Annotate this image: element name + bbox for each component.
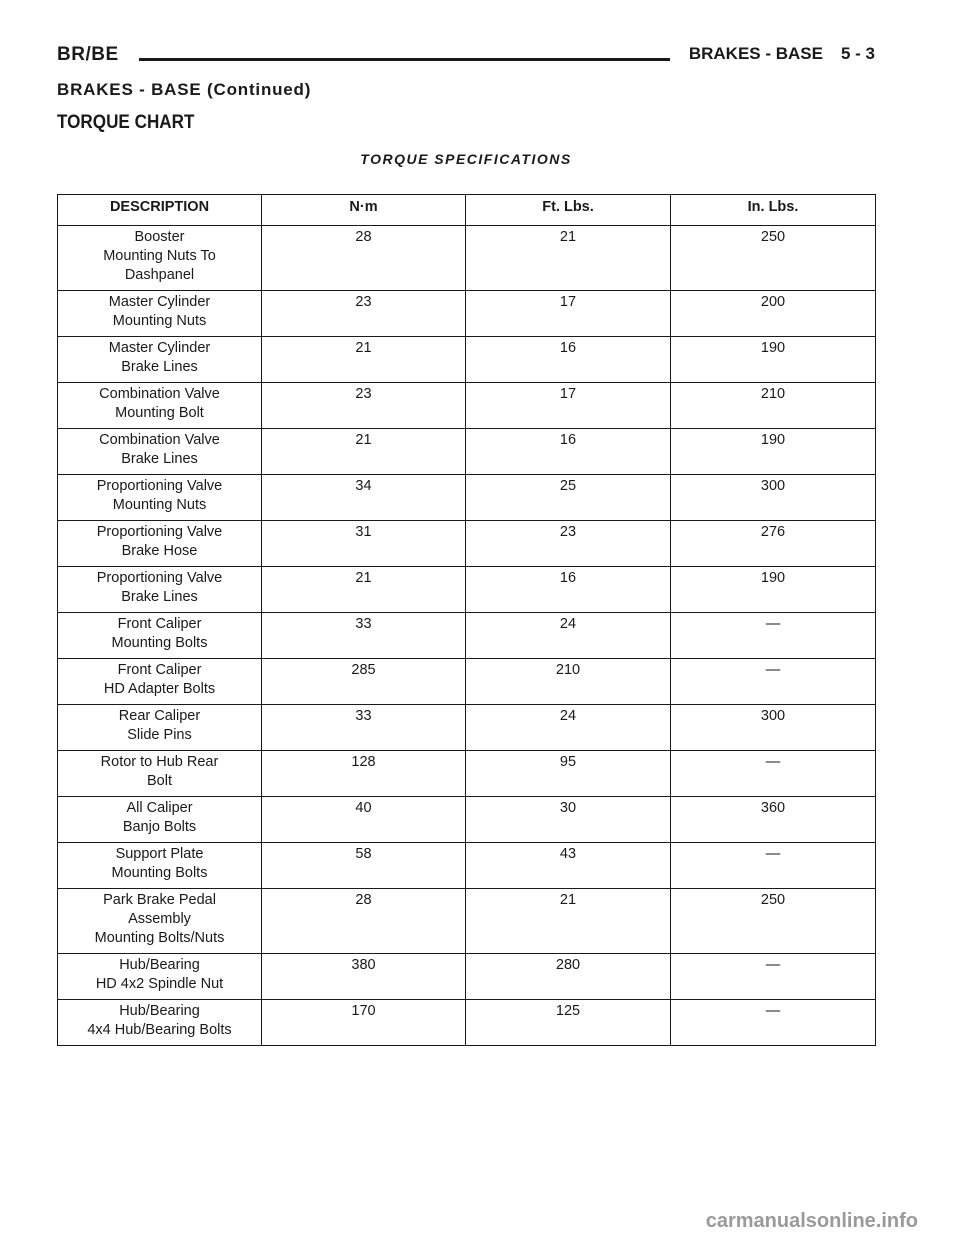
table-row bbox=[58, 889, 876, 954]
row-description: Proportioning Valve Brake Lines bbox=[58, 567, 262, 613]
row-in-lbs: 210 bbox=[671, 383, 876, 429]
row-nm: 40 bbox=[262, 797, 466, 843]
table-row bbox=[58, 1000, 876, 1046]
table-row bbox=[58, 843, 876, 889]
header-right bbox=[689, 44, 875, 64]
row-ft-lbs: 21 bbox=[466, 889, 671, 954]
row-in-lbs: 190 bbox=[671, 337, 876, 383]
row-nm: 21 bbox=[262, 429, 466, 475]
row-nm: 170 bbox=[262, 1000, 466, 1046]
row-ft-lbs: 30 bbox=[466, 797, 671, 843]
header-rule bbox=[139, 58, 670, 61]
row-description: Master Cylinder Mounting Nuts bbox=[58, 291, 262, 337]
row-nm: 34 bbox=[262, 475, 466, 521]
row-ft-lbs: 24 bbox=[466, 613, 671, 659]
row-ft-lbs: 16 bbox=[466, 337, 671, 383]
row-ft-lbs: 25 bbox=[466, 475, 671, 521]
row-ft-lbs: 16 bbox=[466, 567, 671, 613]
row-in-lbs: 190 bbox=[671, 429, 876, 475]
row-description: Hub/Bearing 4x4 Hub/Bearing Bolts bbox=[58, 1000, 262, 1046]
row-nm: 21 bbox=[262, 567, 466, 613]
section-title: TORQUE CHART bbox=[57, 112, 195, 133]
row-description: Rear Caliper Slide Pins bbox=[58, 705, 262, 751]
header-ft-lbs: Ft. Lbs. bbox=[466, 195, 671, 226]
row-ft-lbs: 210 bbox=[466, 659, 671, 705]
row-description: All Caliper Banjo Bolts bbox=[58, 797, 262, 843]
row-ft-lbs: 17 bbox=[466, 291, 671, 337]
row-description: Proportioning Valve Brake Hose bbox=[58, 521, 262, 567]
row-ft-lbs: 21 bbox=[466, 226, 671, 291]
table-row bbox=[58, 705, 876, 751]
row-in-lbs: 250 bbox=[671, 889, 876, 954]
table-row bbox=[58, 659, 876, 705]
row-in-lbs: 200 bbox=[671, 291, 876, 337]
row-nm: 31 bbox=[262, 521, 466, 567]
row-ft-lbs: 16 bbox=[466, 429, 671, 475]
row-nm: 28 bbox=[262, 889, 466, 954]
row-in-lbs: — bbox=[671, 613, 876, 659]
watermark: carmanualsonline.info bbox=[705, 1210, 918, 1232]
row-nm: 128 bbox=[262, 751, 466, 797]
row-ft-lbs: 43 bbox=[466, 843, 671, 889]
torque-table bbox=[57, 194, 876, 1046]
page-number: 5 - 3 bbox=[840, 44, 875, 63]
row-in-lbs: — bbox=[671, 659, 876, 705]
table-row bbox=[58, 521, 876, 567]
table-row bbox=[58, 429, 876, 475]
row-in-lbs: — bbox=[671, 1000, 876, 1046]
row-description: Master Cylinder Brake Lines bbox=[58, 337, 262, 383]
table-caption: TORQUE SPECIFICATIONS bbox=[360, 151, 572, 167]
table-row bbox=[58, 954, 876, 1000]
table-header-row bbox=[58, 195, 876, 226]
row-ft-lbs: 17 bbox=[466, 383, 671, 429]
row-description: Combination Valve Mounting Bolt bbox=[58, 383, 262, 429]
row-nm: 58 bbox=[262, 843, 466, 889]
model-code: BR/BE bbox=[57, 44, 119, 65]
row-in-lbs: 190 bbox=[671, 567, 876, 613]
table-row bbox=[58, 751, 876, 797]
row-description: Hub/Bearing HD 4x2 Spindle Nut bbox=[58, 954, 262, 1000]
row-nm: 380 bbox=[262, 954, 466, 1000]
row-description: Rotor to Hub Rear Bolt bbox=[58, 751, 262, 797]
row-nm: 28 bbox=[262, 226, 466, 291]
table-row bbox=[58, 291, 876, 337]
table-row bbox=[58, 475, 876, 521]
chapter-title: BRAKES - BASE bbox=[688, 44, 823, 63]
row-in-lbs: 300 bbox=[671, 475, 876, 521]
row-description: Proportioning Valve Mounting Nuts bbox=[58, 475, 262, 521]
page-header bbox=[57, 44, 875, 72]
table-row bbox=[58, 383, 876, 429]
table-row bbox=[58, 567, 876, 613]
row-nm: 33 bbox=[262, 705, 466, 751]
row-ft-lbs: 95 bbox=[466, 751, 671, 797]
row-description: Front Caliper Mounting Bolts bbox=[58, 613, 262, 659]
table-row bbox=[58, 226, 876, 291]
row-in-lbs: 276 bbox=[671, 521, 876, 567]
continued-title: BRAKES - BASE (Continued) bbox=[57, 80, 312, 99]
row-in-lbs: 300 bbox=[671, 705, 876, 751]
row-nm: 21 bbox=[262, 337, 466, 383]
row-in-lbs: — bbox=[671, 954, 876, 1000]
header-description: DESCRIPTION bbox=[58, 195, 262, 226]
row-description: Park Brake Pedal Assembly Mounting Bolts/Nuts bbox=[58, 889, 262, 954]
table-row bbox=[58, 797, 876, 843]
row-in-lbs: 250 bbox=[671, 226, 876, 291]
row-description: Front Caliper HD Adapter Bolts bbox=[58, 659, 262, 705]
table-row bbox=[58, 337, 876, 383]
row-nm: 285 bbox=[262, 659, 466, 705]
row-nm: 33 bbox=[262, 613, 466, 659]
table-row bbox=[58, 613, 876, 659]
header-nm: N·m bbox=[262, 195, 466, 226]
row-nm: 23 bbox=[262, 291, 466, 337]
header-in-lbs: In. Lbs. bbox=[671, 195, 876, 226]
row-nm: 23 bbox=[262, 383, 466, 429]
row-in-lbs: — bbox=[671, 751, 876, 797]
row-ft-lbs: 280 bbox=[466, 954, 671, 1000]
row-description: Booster Mounting Nuts To Dashpanel bbox=[58, 226, 262, 291]
row-in-lbs: — bbox=[671, 843, 876, 889]
row-ft-lbs: 125 bbox=[466, 1000, 671, 1046]
row-description: Support Plate Mounting Bolts bbox=[58, 843, 262, 889]
row-ft-lbs: 24 bbox=[466, 705, 671, 751]
row-ft-lbs: 23 bbox=[466, 521, 671, 567]
row-description: Combination Valve Brake Lines bbox=[58, 429, 262, 475]
row-in-lbs: 360 bbox=[671, 797, 876, 843]
